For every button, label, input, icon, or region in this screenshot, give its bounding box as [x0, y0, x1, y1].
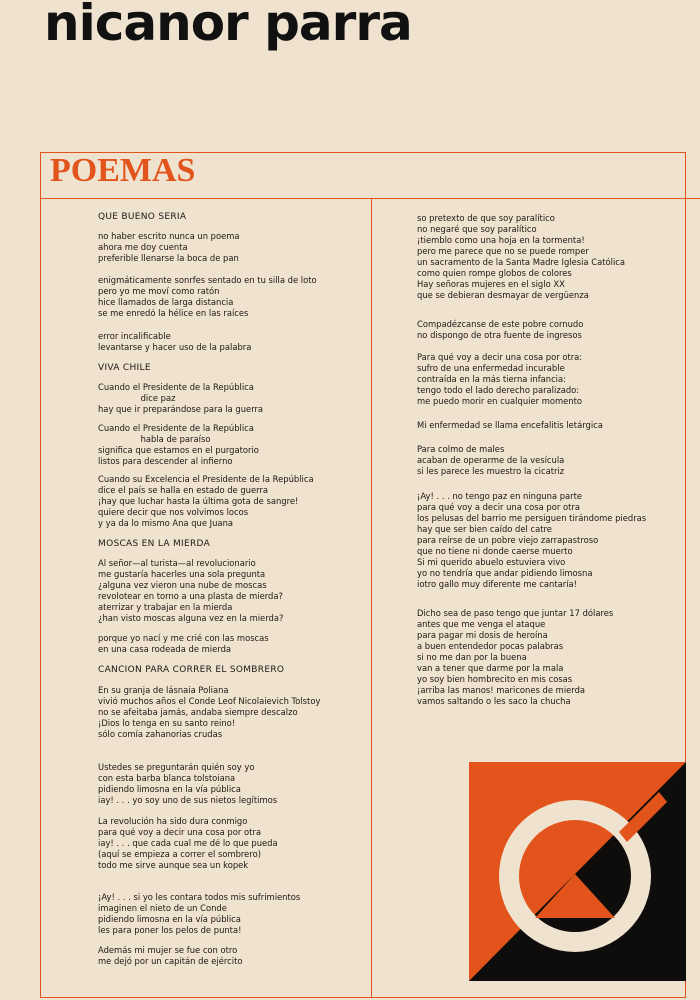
poem-line: no se afeitaba jamás, andaba siempre descalzo: [98, 707, 298, 717]
poem-line: para qué voy a decir una cosa por otra: [98, 827, 261, 837]
poem-line: para pagar mi dosis de heroína: [417, 630, 548, 640]
poem-line: para qué voy a decir una cosa por otra: [417, 502, 580, 512]
poem-line: Mi enfermedad se llama encefalitis letárgica: [417, 420, 603, 430]
poem-line: Al señor—al turista—al revolucionario: [98, 558, 256, 568]
poem-line: si no me dan por la buena: [417, 652, 527, 662]
poem-line: hay que ser bien caído del catre: [417, 524, 552, 534]
poem-line: revolotear en torno a una plasta de mierda?: [98, 591, 283, 601]
poem-line: ¡Ay! . . . no tengo paz en ninguna parte: [417, 491, 583, 501]
poem-line: Cuando el Presidente de la República: [98, 382, 254, 392]
poem-line: sólo comía zahanorias crudas: [98, 729, 223, 739]
poem-line: vivió muchos años el Conde Leof Nicolaievich Tolstoy: [98, 696, 321, 706]
poem-line: En su granja de lásnaia Poliana: [98, 685, 229, 695]
poem-line: levantarse y hacer uso de la palabra: [98, 342, 252, 352]
poem-line: dice paz: [98, 393, 176, 403]
poem-line: antes que me venga el ataque: [417, 619, 546, 629]
poem-line: les para poner los pelos de punta!: [98, 925, 242, 935]
poem-line: ¡tiemblo como una hoja en la tormenta!: [417, 235, 585, 245]
poem-line: iay! . . . yo soy uno de sus nietos legítimos: [98, 795, 278, 805]
poem-line: como quien rompe globos de colores: [417, 268, 572, 278]
poem-line: que se debieran desmayar de vergüenza: [417, 290, 589, 300]
poem-line: Para qué voy a decir una cosa por otra:: [417, 352, 583, 362]
poem-line: me gustaría hacerles una sola pregunta: [98, 569, 266, 579]
poem-line: en una casa rodeada de mierda: [98, 644, 232, 654]
poem-line: no dispongo de otra fuente de ingresos: [417, 330, 582, 340]
poem-line: Para colmo de males: [417, 444, 505, 454]
poem-line: so pretexto de que soy paralítico: [417, 213, 555, 223]
masthead-title: nicanor parra: [44, 0, 412, 52]
poem-line: ¡arriba las manos! maricones de mierda: [417, 685, 586, 695]
poem-line: quiere decir que nos volvimos locos: [98, 507, 249, 517]
column-divider: [371, 198, 372, 998]
poem-line: pidiendo limosna en la vía pública: [98, 914, 241, 924]
poem-line: me dejó por un capitán de ejército: [98, 956, 243, 966]
section-title: POEMAS: [50, 152, 196, 189]
poem-line: Cuando el Presidente de la República: [98, 423, 254, 433]
poem-line: listos para descender al infierno: [98, 456, 233, 466]
poem-line: Dicho sea de paso tengo que juntar 17 dólares: [417, 608, 614, 618]
poem-line: iay! . . . que cada cual me dé lo que pueda: [98, 838, 278, 848]
poem-line: que no tiene ni donde caerse muerto: [417, 546, 573, 556]
poem-line: porque yo nací y me crié con las moscas: [98, 633, 269, 643]
poem-heading: VIVA CHILE: [98, 363, 151, 373]
poem-line: con esta barba blanca tolstoiana: [98, 773, 236, 783]
poem-line: La revolución ha sido dura conmigo: [98, 816, 248, 826]
dove-emblem-icon: [469, 762, 686, 981]
poem-line: si les parece les muestro la cicatriz: [417, 466, 565, 476]
poem-line: ¡Dios lo tenga en su santo reino!: [98, 718, 236, 728]
left-column: [98, 212, 366, 967]
poem-line: aterrizar y trabajar en la mierda: [98, 602, 233, 612]
poem-line: pero yo me moví como ratón: [98, 286, 220, 296]
poem-line: vamos saltando o les saco la chucha: [417, 696, 571, 706]
poem-line: enigmáticamente sonrfes sentado en tu silla de loto: [98, 275, 317, 285]
poem-line: Compadézcanse de este pobre cornudo: [417, 319, 584, 329]
poem-line: ¿han visto moscas alguna vez en la mierda?: [98, 613, 284, 623]
poem-line: sufro de una enfermedad incurable: [417, 363, 565, 373]
poem-line: no haber escrito nunca un poema: [98, 231, 240, 241]
poem-line: ahora me doy cuenta: [98, 242, 188, 252]
poem-line: ¡Ay! . . . si yo les contara todos mis sufrimientos: [98, 892, 301, 902]
poem-line: se me enredó la hélice en las raíces: [98, 308, 249, 318]
poem-line: me puedo morir en cualquier momento: [417, 396, 583, 406]
poem-line: contraída en la más tierna infancia:: [417, 374, 566, 384]
poem-line: significa que estamos en el purgatorio: [98, 445, 259, 455]
right-column: [417, 213, 685, 707]
poem-line: tengo todo el lado derecho paralizado:: [417, 385, 580, 395]
poem-line: yo soy bien hombrecito en mis cosas: [417, 674, 573, 684]
poem-line: los pelusas del barrio me persiguen tirándome piedras: [417, 513, 647, 523]
poem-line: acaban de operarme de la vesícula: [417, 455, 565, 465]
poem-line: error incalificable: [98, 331, 171, 341]
poem-line: van a tener que darme por la mala: [417, 663, 564, 673]
poem-heading: MOSCAS EN LA MIERDA: [98, 539, 211, 549]
poem-line: preferible llenarse la boca de pan: [98, 253, 239, 263]
poem-line: habla de paraíso: [98, 434, 211, 444]
poem-line: Si mi querido abuelo estuviera vivo: [417, 557, 566, 567]
poem-line: iotro gallo muy diferente me cantaría!: [417, 579, 578, 589]
poem-line: pero me parece que no se puede romper: [417, 246, 589, 256]
poem-line: (aquí se empieza a correr el sombrero): [98, 849, 261, 859]
poem-line: para reírse de un pobre viejo zarrapastroso: [417, 535, 599, 545]
poem-heading: CANCION PARA CORRER EL SOMBRERO: [98, 665, 285, 675]
poem-line: Además mi mujer se fue con otro: [98, 945, 238, 955]
poem-line: yo no tendría que andar pidiendo limosna: [417, 568, 593, 578]
poem-heading: QUE BUENO SERIA: [98, 212, 187, 222]
poem-line: y ya da lo mismo Ana que Juana: [98, 518, 234, 528]
poem-line: Cuando su Excelencia el Presidente de la República: [98, 474, 314, 484]
poem-line: hice llamados de larga distancia: [98, 297, 234, 307]
title-divider: [40, 198, 700, 199]
poem-line: un sacramento de la Santa Madre Iglesia Católica: [417, 257, 626, 267]
poem-line: no negaré que soy paralítico: [417, 224, 537, 234]
poem-line: a buen entendedor pocas palabras: [417, 641, 564, 651]
poem-line: hay que ir preparándose para la guerra: [98, 404, 264, 414]
poem-line: imaginen el nieto de un Conde: [98, 903, 227, 913]
poem-line: ¡hay que luchar hasta la última gota de sangre!: [98, 496, 299, 506]
poem-line: Hay señoras mujeres en el siglo XX: [417, 279, 565, 289]
poem-line: pidiendo limosna en la vía pública: [98, 784, 241, 794]
poem-line: dice el país se halla en estado de guerra: [98, 485, 269, 495]
poem-line: todo me sirve aunque sea un kopek: [98, 860, 249, 870]
poem-line: ¿alguna vez vieron una nube de moscas: [98, 580, 267, 590]
poem-line: Ustedes se preguntarán quién soy yo: [98, 762, 255, 772]
